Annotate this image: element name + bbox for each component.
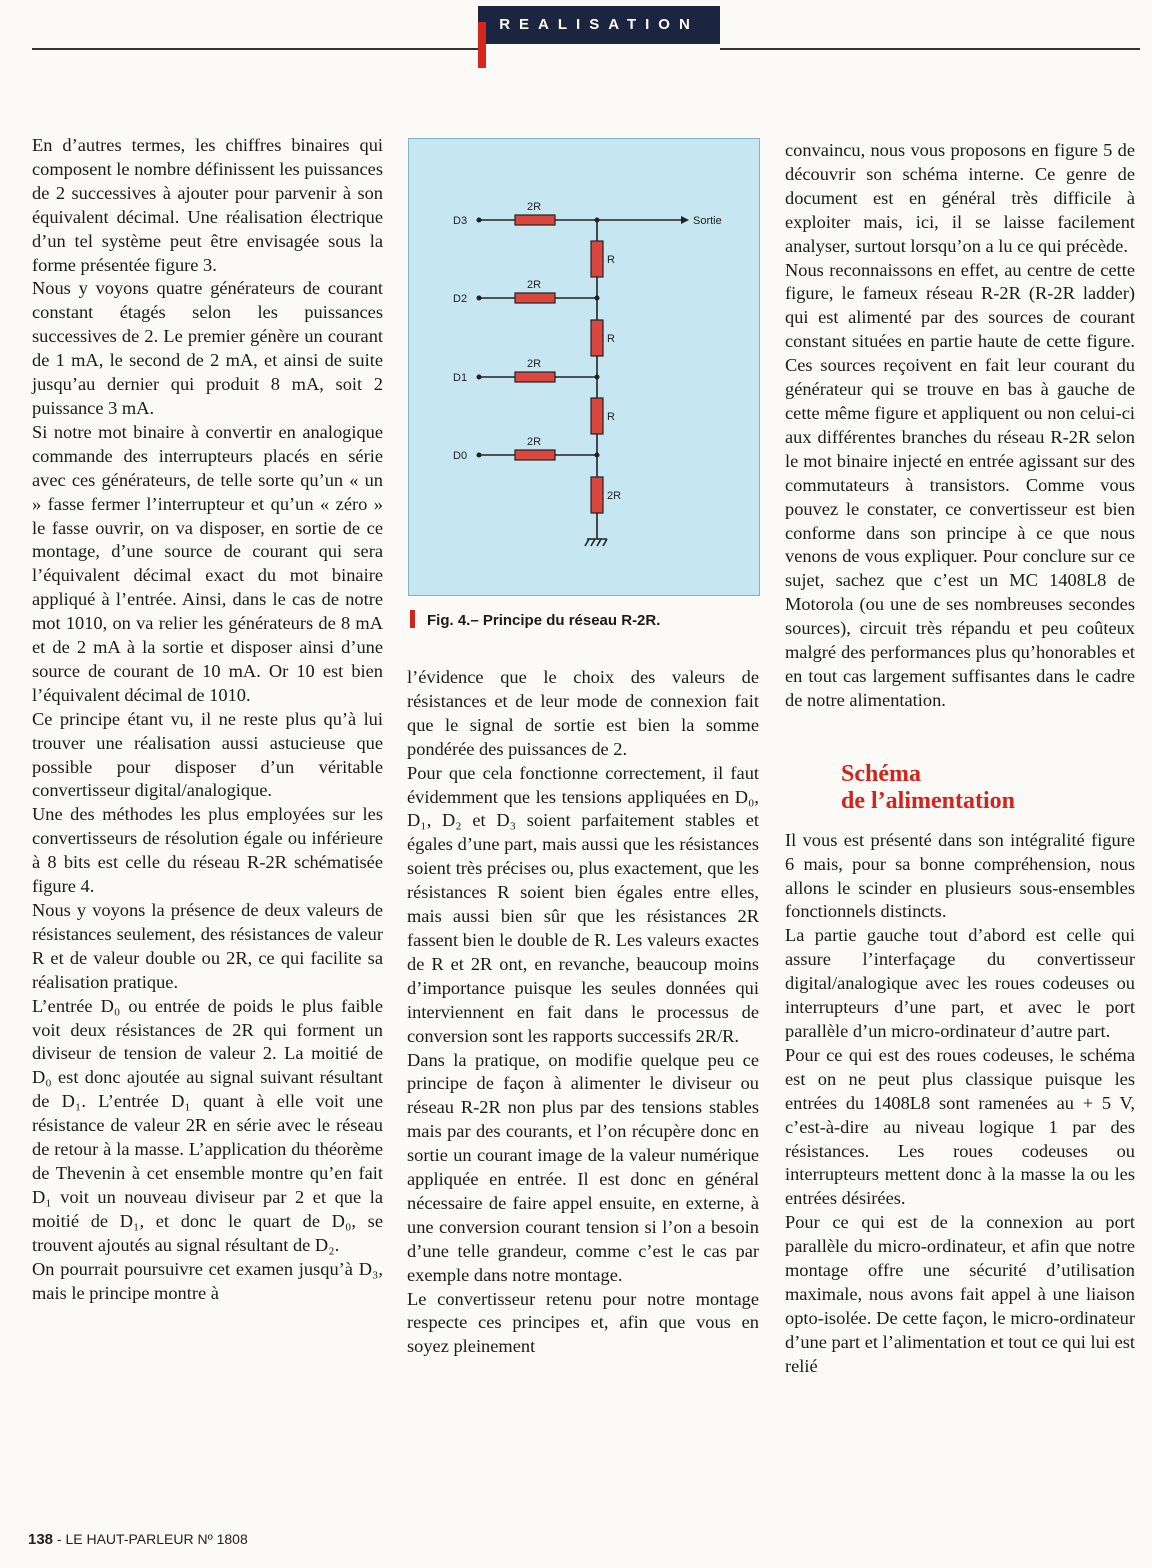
label-r-2: R (607, 333, 615, 345)
label-2r-ground: 2R (607, 490, 622, 502)
paragraph: On pourrait poursuivre cet examen jusqu’à D₃, mais le principe montre à (32, 1258, 383, 1303)
resistor-r-1 (591, 241, 603, 277)
paragraph: La partie gauche tout d’abord est celle qui assure l’interfaçage du convertisseur digital/analogique avec les roues codeuses ou interrupteurs d’une part, et avec le port parallèle d’un micro-ordinateur d’autre part. (785, 925, 1135, 1041)
page-footer (28, 1531, 248, 1548)
label-d2: D2 (453, 293, 468, 305)
label-2r-d3: 2R (527, 201, 542, 213)
paragraph: Pour que cela fonctionne correctement, il faut évidemment que les tensions appliquées en D₀, D₁, D₂ et D₃ soient parfaitement stables et égales d’une part, mais aussi que les résistances soient très précises ou, plus exactement, que les résistances R soient bien égales entre elles, mais aussi bien sûr que les résistances 2R fassent bien le double de R. Les valeurs exactes de R et 2R ont, en revanche, beaucoup moins d’importance puisque les seules données qui interviennent en fait dans le processus de conversion sont les rapports successifs 2R/R. (407, 762, 759, 1046)
resistor-2r-d2 (515, 293, 555, 303)
section-heading-line-2: de l’alimentation (841, 787, 1015, 814)
caption-text: Fig. 4.– Principe du réseau R-2R. (427, 612, 661, 629)
publication-name: - LE HAUT-PARLEUR Nº 1808 (53, 1531, 248, 1547)
header-accent-bar (478, 22, 486, 68)
paragraph: Si notre mot binaire à convertir en analogique commande des interrupteurs placés en série avec ces générateurs, de telle sorte qu’un « un » fasse fermer l’interrupteur et qu’un « zéro » le fasse ouvrir, on va disposer, en sortie de ce montage, d’une source de courant qui sera l’équivalent décimal exact du mot binaire appliqué à l’entrée. Ainsi, dans le cas de notre mot 1010, on va relier les générateurs de 8 mA et de 2 mA à la sortie et disposer ainsi d’une source de courant de 10 mA. Or 10 est bien l’équivalent décimal de 1010. (32, 421, 383, 705)
resistor-2r-d1 (515, 372, 555, 382)
paragraph: Pour ce qui est de la connexion au port parallèle du micro-ordinateur, et afin que notre montage offre une sécurité d’utilisation maximale, nous avons fait appel à une liaison opto-isolée. De cette façon, le micro-ordinateur d’une part et l’alimentation et tout ce qui lui est relié (785, 1212, 1135, 1376)
article-column-3 (785, 139, 1135, 1379)
section-heading-line-1: Schéma (841, 760, 921, 787)
r2r-schematic (409, 139, 759, 595)
paragraph: L’entrée D₀ ou entrée de poids le plus faible voit deux résistances de 2R qui forment un diviseur de tension de valeur 2. La moitié de D₀ est donc ajoutée au signal suivant résultant de D₁. L’entrée D₁ quant à elle voit une résistance de valeur 2R en série avec le réseau de retour à la masse. L’application du théorème de Thevenin à cet ensemble montre qu’en fait D₁ voit un nouveau diviseur par 2 et que la moitié de D₁, et donc le quart de D₀, se trouvent ajoutés au signal résultant de D₂. (32, 995, 383, 1255)
caption-marker (410, 610, 415, 628)
page-number: 138 (28, 1531, 54, 1548)
paragraph: Pour ce qui est des roues codeuses, le schéma est on ne peut plus classique puisque les entrées du 1408L8 sont ramenées au + 5 V, c’est-à-dire au niveau logique 1 par des résistances. Les roues codeuses ou interrupteurs mettent donc à la masse la ou les entrées désirées. (785, 1044, 1135, 1209)
paragraph: convaincu, nous vous proposons en figure 5 de découvrir son schéma interne. Ce genre de document est en général très difficile à exploiter mais, ici, il se laisse facilement analyser, surtout lorsqu’on a lu ce qui précède. (785, 140, 1135, 256)
paragraph: Il vous est présenté dans son intégralité figure 6 mais, pour sa bonne compréhension, nous allons le scinder en plusieurs sous-ensembles fonctionnels distincts. (785, 829, 1135, 922)
paragraph: En d’autres termes, les chiffres binaires qui composent le nombre définissent les puissances de 2 successives à ajouter pour parvenir à son équivalent décimal. Une réalisation électrique d’un tel système peut être envisagée sous la forme présentée figure 3. (32, 135, 383, 275)
label-d0: D0 (453, 450, 468, 462)
header-rule-left (32, 48, 478, 50)
label-r-3: R (607, 411, 615, 423)
label-d1: D1 (453, 372, 468, 384)
label-r-1: R (607, 254, 615, 266)
figure-caption (410, 610, 760, 629)
article-column-2 (407, 666, 759, 1359)
section-heading (841, 761, 1135, 815)
label-d3: D3 (453, 215, 468, 227)
header-rule-right (720, 48, 1140, 50)
paragraph: l’évidence que le choix des valeurs de résistances et de leur mode de connexion fait que le signal de sortie est bien la somme pondérée des puissances de 2. (407, 667, 759, 759)
paragraph: Une des méthodes les plus employées sur les convertisseurs de résolution égale ou inférieure à 8 bits est celle du réseau R-2R schématisée figure 4. (32, 804, 383, 897)
resistor-2r-ground (591, 477, 603, 513)
paragraph: Nous reconnaissons en effet, au centre de cette figure, le fameux réseau R-2R (R-2R ladder) qui est alimenté par des sources de courant constant situées en partie haute de cette figure. Ces sources reçoivent en fait leur courant du générateur qui se trouve en bas à gauche de cette même figure et appliquent ou non celui-ci aux différentes branches du réseau R-2R selon le mot binaire injecté en entrée agissant sur des commutateurs à transistors. Comme vous pouvez le constater, ce convertisseur est bien conforme dans son principe à ce que nous venons de vous expliquer. Pour conclure sur ce sujet, sachez que c’est un MC 1408L8 de Motorola (ou une de ses nombreuses secondes sources), circuit très répandu et peu coûteux malgré des performances plus qu’honorables et en tout cas largement suffisantes dans le cadre de notre alimentation. (785, 259, 1135, 710)
label-output: Sortie (693, 215, 722, 227)
resistor-r-3 (591, 398, 603, 434)
paragraph: Ce principe étant vu, il ne reste plus qu’à lui trouver une réalisation aussi astucieuse que possible pour disposer d’un véritable convertisseur digital/analogique. (32, 708, 383, 801)
resistor-2r-d0 (515, 450, 555, 460)
article-column-1 (32, 134, 383, 1305)
label-2r-d2: 2R (527, 279, 542, 291)
paragraph: Nous y voyons quatre générateurs de courant constant étagés selon les puissances successives de 2. Le premier génère un courant de 1 mA, le second de 2 mA, et ainsi de suite jusqu’au dernier qui produit 8 mA, soit 2 puissance 3 mA. (32, 278, 383, 418)
paragraph: Nous y voyons la présence de deux valeurs de résistances seulement, des résistances de valeur R et de valeur double ou 2R, ce qui facilite sa réalisation pratique. (32, 900, 383, 992)
paragraph: Le convertisseur retenu pour notre montage respecte ces principes et, afin que vous en soyez pleinement (407, 1288, 759, 1357)
resistor-2r-d3 (515, 215, 555, 225)
figure-r2r-ladder (408, 138, 760, 596)
label-2r-d0: 2R (527, 436, 542, 448)
label-2r-d1: 2R (527, 358, 542, 370)
section-header: REALISATION (478, 6, 720, 44)
paragraph: Dans la pratique, on modifie quelque peu ce principe de façon à alimenter le diviseur ou réseau R-2R non plus par des tensions stables mais par des courants, et l’on récupère donc en sortie un courant image de la valeur numérique appliquée en entrée. Il est donc en général nécessaire de faire appel ensuite, en externe, à une conversion courant tension si l’on a besoin d’une telle grandeur, comme c’est le cas par exemple dans notre montage. (407, 1049, 759, 1285)
resistor-r-2 (591, 320, 603, 356)
